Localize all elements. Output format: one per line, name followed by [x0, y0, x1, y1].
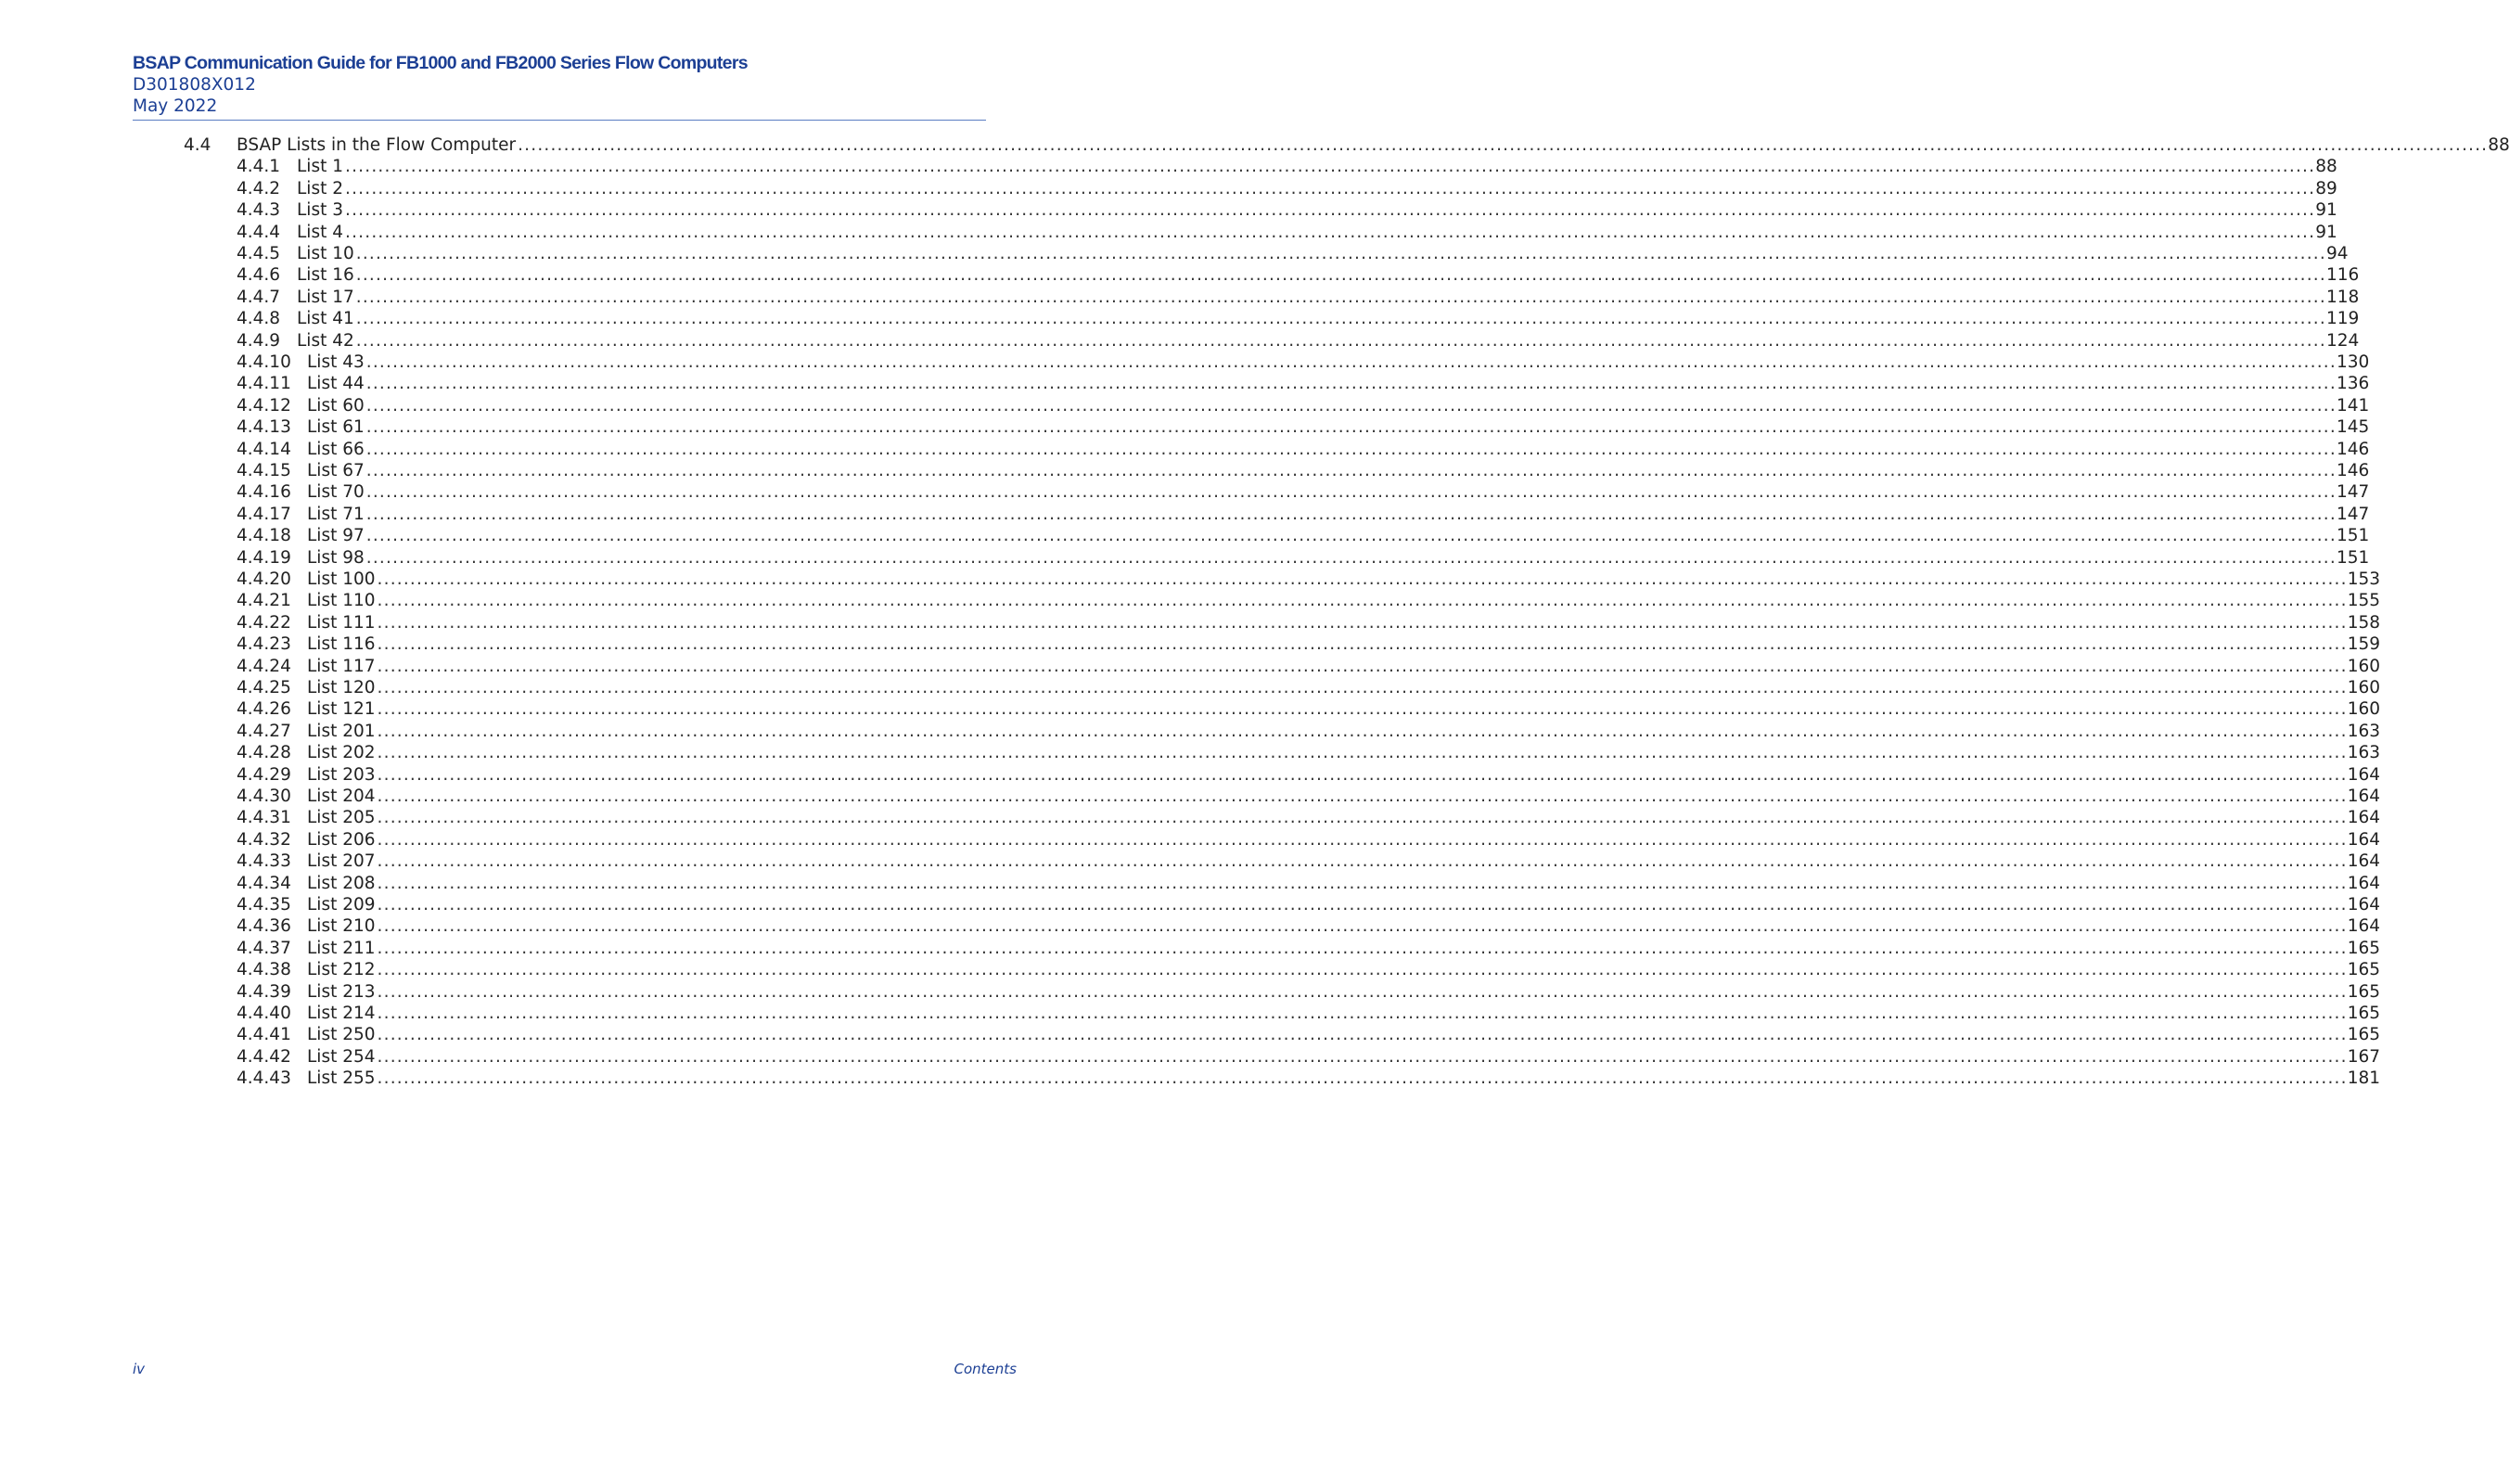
toc-entry[interactable] [0, 395, 2370, 417]
toc-entry-page: 164 [2347, 808, 2381, 828]
toc-dot-leader: ............................................................................................................................................................................................................................................................................................................ [355, 330, 2326, 351]
toc-entry[interactable] [0, 612, 2381, 634]
toc-entry-title: List 43 [307, 352, 365, 372]
toc-entry[interactable] [0, 199, 2337, 222]
toc-entry-title: List 250 [307, 1025, 376, 1045]
toc-dot-leader: ............................................................................................................................................................................................................................................................................................................ [365, 395, 2337, 416]
toc-entry[interactable] [0, 698, 2381, 721]
toc-entry[interactable] [0, 894, 2381, 916]
toc-entry-title: List 17 [297, 287, 354, 307]
toc-entry-title: List 255 [307, 1068, 376, 1089]
toc-entry-page: 136 [2336, 374, 2370, 394]
toc-entry[interactable] [0, 590, 2381, 612]
toc-entry-number: 4.4.9 [237, 330, 281, 351]
toc-dot-leader: ............................................................................................................................................................................................................................................................................................................ [377, 612, 2348, 633]
toc-entry-number: 4.4.10 [237, 352, 291, 372]
toc-entry-title: BSAP Lists in the Flow Computer [237, 135, 517, 155]
toc-entry-number: 4.4.40 [237, 1004, 291, 1023]
toc-entry[interactable] [0, 134, 2510, 157]
toc-dot-leader: ............................................................................................................................................................................................................................................................................................................ [365, 417, 2337, 438]
toc-entry-number: 4.4.6 [237, 265, 281, 286]
toc-dot-leader: ............................................................................................................................................................................................................................................................................................................ [377, 808, 2348, 828]
toc-entry-page: 164 [2347, 916, 2381, 937]
toc-entry-page: 165 [2347, 1004, 2381, 1023]
toc-entry-page: 119 [2325, 309, 2360, 329]
toc-entry[interactable] [0, 373, 2370, 395]
toc-entry-title: List 2 [297, 178, 343, 198]
toc-entry-page: 165 [2347, 981, 2381, 1002]
toc-dot-leader: ............................................................................................................................................................................................................................................................................................................ [355, 309, 2326, 329]
toc-entry-title: List 71 [307, 504, 365, 524]
toc-dot-leader: ............................................................................................................................................................................................................................................................................................................ [345, 222, 2316, 242]
toc-entry-page: 89 [2315, 178, 2337, 198]
footer-section-link[interactable]: Contents [954, 1361, 1017, 1377]
toc-entry-page: 181 [2347, 1068, 2381, 1089]
toc-entry-page: 165 [2347, 960, 2381, 980]
toc-entry-title: List 42 [297, 330, 354, 351]
toc-entry-page: 165 [2347, 938, 2381, 958]
toc-entry-page: 160 [2347, 678, 2381, 697]
toc-dot-leader: ............................................................................................................................................................................................................................................................................................................ [377, 634, 2348, 655]
toc-entry-number: 4.4.4 [237, 222, 281, 242]
toc-entry[interactable] [0, 156, 2337, 178]
toc-entry-number: 4.4.43 [237, 1068, 291, 1089]
toc-entry-page: 164 [2347, 787, 2381, 806]
toc-entry-number: 4.4.30 [237, 787, 291, 806]
toc-entry-page: 164 [2347, 851, 2381, 872]
toc-entry-title: List 213 [307, 981, 376, 1002]
toc-entry-title: List 41 [297, 309, 354, 329]
toc-entry-number: 4.4.23 [237, 634, 291, 655]
toc-entry[interactable] [0, 959, 2381, 981]
toc-entry-number: 4.4.33 [237, 851, 291, 872]
toc-entry-page: 91 [2315, 222, 2337, 242]
toc-entry-title: List 97 [307, 526, 365, 546]
toc-entry-title: List 70 [307, 482, 365, 503]
header-divider [133, 120, 986, 121]
toc-entry-title: List 4 [297, 222, 343, 242]
toc-entry-page: 151 [2336, 526, 2370, 546]
toc-entry-number: 4.4.13 [237, 417, 291, 438]
toc-entry-page: 164 [2347, 873, 2381, 893]
toc-dot-leader: ............................................................................................................................................................................................................................................................................................................ [377, 851, 2348, 872]
toc-entry[interactable] [0, 721, 2381, 743]
toc-entry-title: List 120 [307, 678, 376, 697]
toc-dot-leader: ............................................................................................................................................................................................................................................................................................................ [377, 569, 2348, 589]
toc-entry-page: 167 [2347, 1046, 2381, 1067]
toc-entry[interactable] [0, 569, 2381, 591]
toc-entry-number: 4.4.7 [237, 287, 281, 307]
toc-entry-number: 4.4.15 [237, 461, 291, 480]
toc-entry-number: 4.4.17 [237, 504, 291, 524]
toc-dot-leader: ............................................................................................................................................................................................................................................................................................................ [365, 504, 2337, 524]
toc-entry-number: 4.4.31 [237, 808, 291, 828]
toc-entry-number: 4.4.27 [237, 721, 291, 741]
toc-entry-page: 164 [2347, 895, 2381, 915]
toc-entry[interactable] [0, 829, 2381, 851]
toc-dot-leader: ............................................................................................................................................................................................................................................................................................................ [345, 178, 2316, 198]
toc-entry-page: 155 [2347, 591, 2381, 611]
toc-entry-title: List 121 [307, 699, 376, 720]
toc-entry-title: List 3 [297, 200, 343, 221]
toc-entry-title: List 66 [307, 439, 365, 459]
toc-entry[interactable] [0, 525, 2370, 547]
toc-entry-page: 165 [2347, 1025, 2381, 1045]
toc-entry-title: List 203 [307, 764, 376, 785]
toc-entry-number: 4.4.14 [237, 439, 291, 459]
toc-entry[interactable] [0, 352, 2370, 374]
toc-entry-page: 116 [2325, 265, 2360, 286]
toc-entry[interactable] [0, 938, 2381, 960]
toc-entry-page: 94 [2325, 244, 2349, 263]
toc-entry-title: List 202 [307, 743, 376, 763]
toc-entry[interactable] [0, 308, 2360, 330]
toc-dot-leader: ............................................................................................................................................................................................................................................................................................................ [377, 938, 2348, 958]
toc-entry-title: List 10 [297, 244, 354, 263]
toc-entry-title: List 67 [307, 461, 365, 480]
toc-dot-leader: ............................................................................................................................................................................................................................................................................................................ [355, 265, 2326, 286]
toc-dot-leader: ............................................................................................................................................................................................................................................................................................................ [377, 1046, 2348, 1067]
toc-entry-page: 130 [2336, 352, 2370, 372]
toc-entry-number: 4.4.26 [237, 699, 291, 720]
toc-entry-title: List 254 [307, 1046, 376, 1067]
toc-entry-title: List 117 [307, 656, 376, 676]
toc-entry[interactable] [0, 460, 2370, 482]
toc-dot-leader: ............................................................................................................................................................................................................................................................................................................ [377, 981, 2348, 1002]
toc-entry-number: 4.4.35 [237, 895, 291, 915]
toc-entry-number: 4.4.24 [237, 656, 291, 676]
toc-entry[interactable] [0, 243, 2349, 265]
toc-entry[interactable] [0, 416, 2370, 439]
toc-entry-title: List 60 [307, 395, 365, 416]
toc-dot-leader: ............................................................................................................................................................................................................................................................................................................ [365, 352, 2337, 372]
toc-entry-number: 4.4.32 [237, 829, 291, 850]
toc-dot-leader: ............................................................................................................................................................................................................................................................................................................ [377, 873, 2348, 893]
toc-dot-leader: ............................................................................................................................................................................................................................................................................................................ [377, 829, 2348, 850]
toc-dot-leader: ............................................................................................................................................................................................................................................................................................................ [365, 374, 2337, 394]
toc-entry-number: 4.4.25 [237, 678, 291, 697]
toc-entry-number: 4.4.8 [237, 309, 281, 329]
toc-entry-page: 147 [2336, 482, 2370, 503]
toc-entry-number: 4.4.18 [237, 526, 291, 546]
toc-entry-page: 124 [2325, 330, 2360, 351]
footer-page-number: iv [133, 1361, 146, 1377]
toc-entry-number: 4.4.12 [237, 395, 291, 416]
toc-entry[interactable] [0, 981, 2381, 1004]
toc-entry-number: 4.4.1 [237, 157, 281, 177]
toc-entry-number: 4.4.21 [237, 591, 291, 611]
toc-entry-number: 4.4 [184, 135, 211, 155]
toc-dot-leader: ............................................................................................................................................................................................................................................................................................................ [355, 244, 2326, 263]
toc-dot-leader: ............................................................................................................................................................................................................................................................................................................ [377, 960, 2348, 980]
toc-entry[interactable] [0, 1024, 2381, 1046]
toc-entry[interactable] [0, 439, 2370, 461]
toc-dot-leader: ............................................................................................................................................................................................................................................................................................................ [377, 787, 2348, 806]
toc-entry-number: 4.4.22 [237, 612, 291, 633]
toc-entry-number: 4.4.2 [237, 178, 281, 198]
toc-dot-leader: ............................................................................................................................................................................................................................................................................................................ [377, 764, 2348, 785]
toc-dot-leader: ............................................................................................................................................................................................................................................................................................................ [518, 135, 2489, 155]
toc-entry-number: 4.4.5 [237, 244, 281, 263]
toc-entry-page: 163 [2347, 721, 2381, 741]
toc-entry-title: List 208 [307, 873, 376, 893]
toc-dot-leader: ............................................................................................................................................................................................................................................................................................................ [365, 547, 2337, 568]
toc-dot-leader: ............................................................................................................................................................................................................................................................................................................ [365, 461, 2337, 480]
toc-entry[interactable] [0, 287, 2360, 309]
toc-entry-title: List 210 [307, 916, 376, 937]
toc-entry-number: 4.4.11 [237, 374, 291, 394]
toc-entry-page: 118 [2325, 287, 2360, 307]
toc-dot-leader: ............................................................................................................................................................................................................................................................................................................ [355, 287, 2326, 307]
toc-entry[interactable] [0, 807, 2381, 829]
toc-dot-leader: ............................................................................................................................................................................................................................................................................................................ [377, 1004, 2348, 1023]
toc-entry-number: 4.4.20 [237, 569, 291, 589]
toc-entry[interactable] [0, 1068, 2381, 1090]
toc-entry-number: 4.4.41 [237, 1025, 291, 1045]
toc-dot-leader: ............................................................................................................................................................................................................................................................................................................ [377, 591, 2348, 611]
toc-entry-number: 4.4.28 [237, 743, 291, 763]
toc-entry-page: 158 [2347, 612, 2381, 633]
toc-entry[interactable] [0, 677, 2381, 699]
toc-entry-title: List 111 [307, 612, 376, 633]
toc-entry-page: 164 [2347, 764, 2381, 785]
toc-dot-leader: ............................................................................................................................................................................................................................................................................................................ [377, 656, 2348, 676]
toc-entry[interactable] [0, 504, 2370, 526]
toc-entry[interactable] [0, 481, 2370, 504]
toc-entry-number: 4.4.34 [237, 873, 291, 893]
toc-entry-title: List 201 [307, 721, 376, 741]
toc-entry-page: 164 [2347, 829, 2381, 850]
toc-entry-number: 4.4.42 [237, 1046, 291, 1067]
toc-entry-page: 145 [2336, 417, 2370, 438]
toc-dot-leader: ............................................................................................................................................................................................................................................................................................................ [377, 699, 2348, 720]
toc-entry-number: 4.4.19 [237, 547, 291, 568]
toc-entry-number: 4.4.36 [237, 916, 291, 937]
toc-entry-page: 146 [2336, 461, 2370, 480]
toc-entry-page: 88 [2315, 157, 2337, 177]
toc-dot-leader: ............................................................................................................................................................................................................................................................................................................ [377, 721, 2348, 741]
toc-entry-page: 151 [2336, 547, 2370, 568]
toc-entry-title: List 100 [307, 569, 376, 589]
toc-entry[interactable] [0, 786, 2381, 808]
toc-entry-title: List 204 [307, 787, 376, 806]
toc-entry[interactable] [0, 178, 2337, 200]
document-number: D301808X012 [133, 75, 256, 95]
toc-entry[interactable] [0, 656, 2381, 678]
toc-entry-title: List 44 [307, 374, 365, 394]
toc-dot-leader: ............................................................................................................................................................................................................................................................................................................ [377, 895, 2348, 915]
toc-entry[interactable] [0, 547, 2370, 569]
toc-entry-title: List 98 [307, 547, 365, 568]
toc-dot-leader: ............................................................................................................................................................................................................................................................................................................ [345, 200, 2316, 221]
toc-dot-leader: ............................................................................................................................................................................................................................................................................................................ [377, 1025, 2348, 1045]
toc-entry[interactable] [0, 742, 2381, 764]
toc-entry-title: List 207 [307, 851, 376, 872]
toc-dot-leader: ............................................................................................................................................................................................................................................................................................................ [377, 743, 2348, 763]
toc-dot-leader: ............................................................................................................................................................................................................................................................................................................ [365, 482, 2337, 503]
toc-entry[interactable] [0, 1003, 2381, 1025]
toc-entry[interactable] [0, 915, 2381, 938]
toc-entry-number: 4.4.39 [237, 981, 291, 1002]
toc-entry[interactable] [0, 330, 2360, 352]
document-title: BSAP Communication Guide for FB1000 and FB2000 Series Flow Computers [133, 53, 748, 73]
toc-entry-page: 160 [2347, 656, 2381, 676]
toc-entry-page: 147 [2336, 504, 2370, 524]
toc-entry[interactable] [0, 1046, 2381, 1068]
toc-entry-number: 4.4.3 [237, 200, 281, 221]
toc-entry-page: 153 [2347, 569, 2381, 589]
toc-entry-page: 88 [2488, 135, 2510, 155]
toc-entry[interactable] [0, 851, 2381, 873]
toc-entry-title: List 110 [307, 591, 376, 611]
toc-dot-leader: ............................................................................................................................................................................................................................................................................................................ [365, 439, 2337, 459]
toc-dot-leader: ............................................................................................................................................................................................................................................................................................................ [345, 157, 2316, 177]
toc-entry-page: 163 [2347, 743, 2381, 763]
toc-entry[interactable] [0, 873, 2381, 895]
toc-entry-title: List 205 [307, 808, 376, 828]
toc-entry-page: 91 [2315, 200, 2337, 221]
toc-dot-leader: ............................................................................................................................................................................................................................................................................................................ [365, 526, 2337, 546]
toc-entry[interactable] [0, 764, 2381, 787]
toc-entry[interactable] [0, 222, 2337, 244]
toc-entry-title: List 1 [297, 157, 343, 177]
toc-entry-number: 4.4.38 [237, 960, 291, 980]
toc-dot-leader: ............................................................................................................................................................................................................................................................................................................ [377, 678, 2348, 697]
toc-entry-title: List 211 [307, 938, 376, 958]
toc-entry-page: 146 [2336, 439, 2370, 459]
toc-entry-title: List 209 [307, 895, 376, 915]
toc-entry[interactable] [0, 633, 2381, 656]
toc-entry-title: List 116 [307, 634, 376, 655]
document-date: May 2022 [133, 96, 218, 116]
toc-entry-title: List 16 [297, 265, 354, 286]
toc-entry-page: 159 [2347, 634, 2381, 655]
toc-dot-leader: ............................................................................................................................................................................................................................................................................................................ [377, 1068, 2348, 1089]
toc-entry-number: 4.4.16 [237, 482, 291, 503]
toc-entry-number: 4.4.29 [237, 764, 291, 785]
toc-entry-title: List 214 [307, 1004, 376, 1023]
toc-entry-page: 141 [2336, 395, 2370, 416]
toc-entry[interactable] [0, 264, 2360, 287]
toc-entry-page: 160 [2347, 699, 2381, 720]
toc-entry-number: 4.4.37 [237, 938, 291, 958]
toc-dot-leader: ............................................................................................................................................................................................................................................................................................................ [377, 916, 2348, 937]
toc-entry-title: List 61 [307, 417, 365, 438]
toc-entry-title: List 206 [307, 829, 376, 850]
toc-entry-title: List 212 [307, 960, 376, 980]
